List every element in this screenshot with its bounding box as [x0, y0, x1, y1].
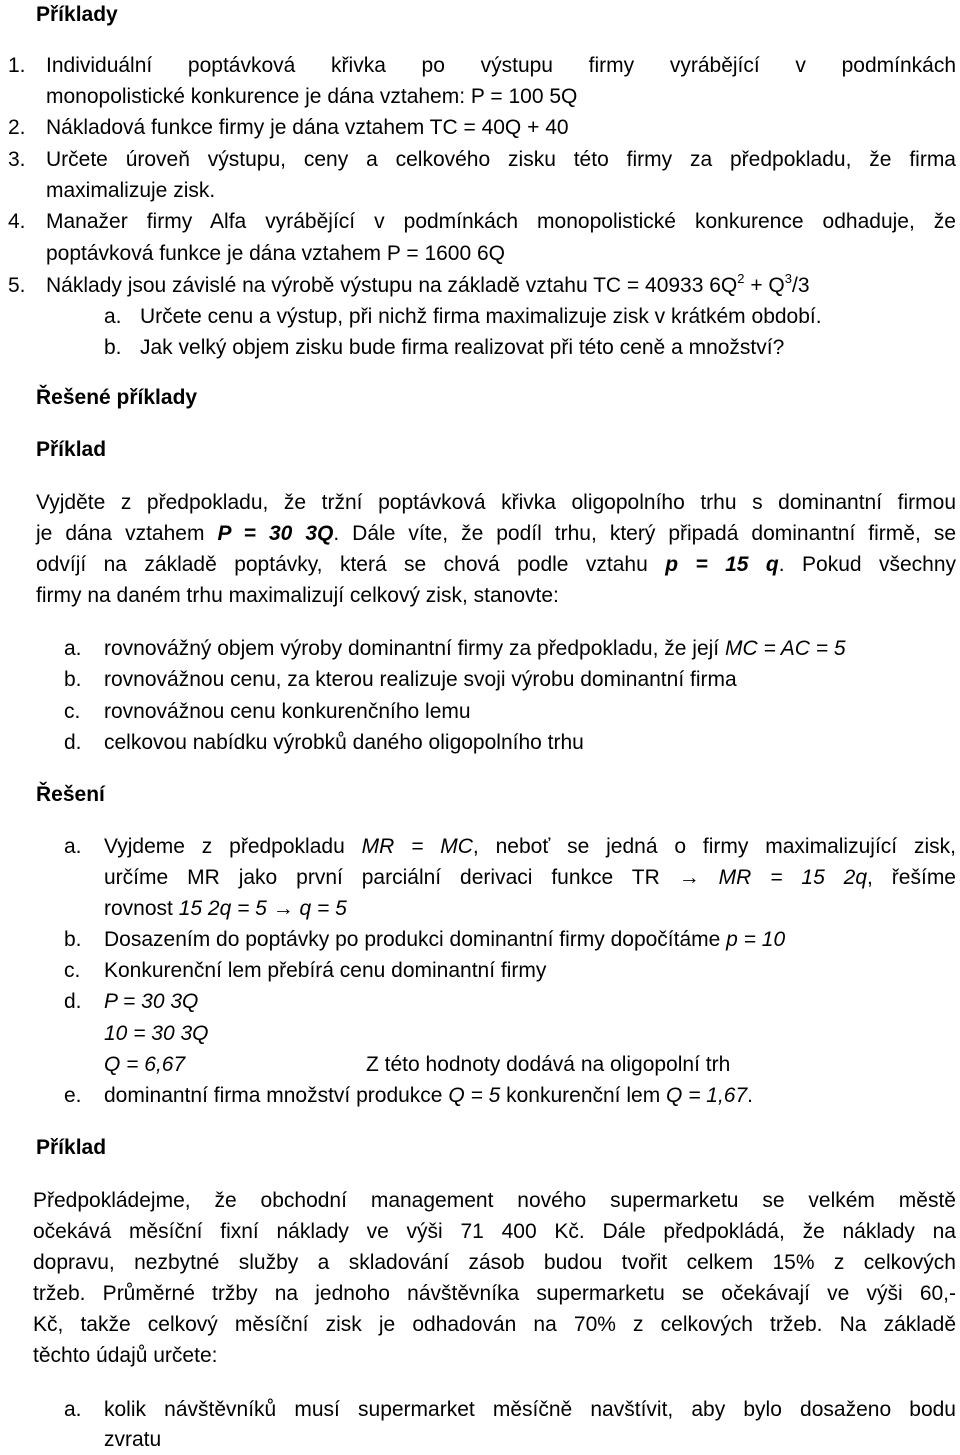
- solution-line: [104, 862, 956, 893]
- example-title: Příklad: [36, 438, 107, 461]
- text: Dosazením do poptávky po produkci dominantní firmy dopočítáme: [104, 928, 727, 951]
- solution-line: [104, 1080, 753, 1111]
- text: určíme MR jako první parciální derivaci funkce TR: [104, 866, 679, 889]
- list-item-text: Nákladová funkce firmy je dána vztahem TC = 40Q + 40: [46, 116, 569, 139]
- example-title: Příklad: [36, 1136, 107, 1159]
- task-text: [104, 633, 846, 664]
- list-item-number: 4.: [8, 210, 26, 233]
- list-item-text: [46, 81, 577, 112]
- task-text: rovnovážnou cenu, za kterou realizuje svoji výrobu dominantní firma: [104, 668, 737, 691]
- formula: 15 2q = 5: [178, 897, 273, 920]
- paragraph-line: Kč, takže celkový měsíční zisk je odhadován na 70% z celkových tržeb. Na základě: [33, 1313, 956, 1336]
- arrow-icon: →: [678, 866, 700, 889]
- task-text: kolik návštěvníků musí supermarket měsíčně navštívit, aby bylo dosaženo bodu: [104, 1398, 956, 1421]
- solution-line: [104, 893, 347, 924]
- cost-formula-part: + Q: [744, 274, 785, 297]
- formula: q = 5: [293, 897, 347, 920]
- solution-note: Z této hodnoty dodává na oligopolní trh: [366, 1053, 731, 1076]
- solution-line: [104, 831, 956, 862]
- text: odvíjí na základě poptávky, která se chová podle vztahu: [36, 553, 666, 576]
- text: dominantní firma množství produkce: [104, 1084, 449, 1107]
- task-text: zvratu: [104, 1428, 162, 1451]
- text: je dána vztahem: [36, 522, 218, 545]
- solution-line: P = 30 3Q: [104, 990, 199, 1013]
- formula: MR = MC: [361, 835, 473, 858]
- list-item-text-part: monopolistické konkurence je dána vztahem: P = 100 5Q: [46, 85, 578, 108]
- text: , neboť se jedná o firmy maximalizující zisk,: [472, 835, 956, 858]
- list-item-number: 1.: [8, 54, 26, 77]
- text: . Pokud všechny: [778, 553, 957, 576]
- text: rovnovážný objem výroby dominantní firmy za předpokladu, že její: [104, 637, 725, 660]
- paragraph-line: dopravu, nezbytné služby a skladování zásob budou tvořit celkem 15% z celkových: [33, 1251, 956, 1274]
- solution-number: b.: [64, 928, 82, 951]
- paragraph-line: těchto údajů určete:: [33, 1344, 218, 1367]
- text: . Dále víte, že podíl trhu, který připadá dominantní firmě, se: [333, 522, 956, 545]
- list-item-text: maximalizuje zisk.: [46, 179, 216, 202]
- list-item-text: Manažer firmy Alfa vyrábějící v podmínkách monopolistické konkurence odhaduje, že: [46, 210, 956, 233]
- cost-formula-part: /3: [792, 274, 810, 297]
- solution-line: 10 = 30 3Q: [104, 1022, 209, 1045]
- sub-item-text: Určete cenu a výstup, při nichž firma maximalizuje zisk v krátkém období.: [140, 305, 822, 328]
- paragraph-line: [36, 549, 956, 580]
- sub-item-text: Jak velký objem zisku bude firma realizovat při této ceně a množství?: [140, 336, 785, 359]
- text: .: [747, 1084, 754, 1107]
- text: rovnost: [104, 897, 179, 920]
- formula: P = 30 3Q: [217, 522, 334, 545]
- solution-line: Q = 6,67: [104, 1053, 186, 1076]
- solution-number: e.: [64, 1084, 82, 1107]
- heading-examples: Příklady: [36, 3, 118, 26]
- paragraph-line: Vyjděte z předpokladu, že tržní poptávková křivka oligopolního trhu s dominantní firmou: [36, 491, 956, 514]
- list-item-text: [46, 270, 810, 301]
- text: konkurenční lem: [500, 1084, 667, 1107]
- list-item-number: 3.: [8, 148, 26, 171]
- sub-item-number: a.: [104, 305, 122, 328]
- paragraph-line: firmy na daném trhu maximalizují celkový zisk, stanovte:: [36, 584, 559, 607]
- paragraph-line: Předpokládejme, že obchodní management nového supermarketu se velkém městě: [33, 1189, 956, 1212]
- formula: Q = 1,67: [666, 1084, 748, 1107]
- formula: p = 15 q: [665, 553, 779, 576]
- list-item-number: 5.: [8, 274, 26, 297]
- superscript: 2: [737, 271, 745, 286]
- formula: MC = AC = 5: [724, 637, 846, 660]
- formula: Q = 5: [448, 1084, 501, 1107]
- solution-line: [104, 924, 785, 955]
- paragraph-line: tržeb. Průměrné tržby na jednoho návštěvníka supermarketu se očekávají ve výši 60,-: [33, 1282, 956, 1305]
- task-text: celkovou nabídku výrobků daného oligopolního trhu: [104, 731, 584, 754]
- solution-number: a.: [64, 835, 82, 858]
- superscript: 3: [784, 271, 793, 286]
- solution-number: d.: [64, 990, 82, 1013]
- solution-title: Řešení: [36, 783, 105, 806]
- solution-number: c.: [64, 959, 81, 982]
- arrow-icon: →: [272, 897, 294, 920]
- task-text: rovnovážnou cenu konkurenčního lemu: [104, 700, 471, 723]
- heading-solved: Řešené příklady: [36, 386, 198, 409]
- list-item-text: poptávková funkce je dána vztahem P = 1600 6Q: [46, 242, 506, 265]
- task-number: a.: [64, 637, 82, 660]
- task-number: a.: [64, 1398, 82, 1421]
- paragraph-line: očekává měsíční fixní náklady ve výši 71 400 Kč. Dále předpokládá, že náklady na: [33, 1220, 956, 1243]
- list-item-text: Individuální poptávková křivka po výstupu firmy vyrábějící v podmínkách: [46, 54, 956, 77]
- text: , řešíme: [867, 866, 956, 889]
- sub-item-number: b.: [104, 336, 122, 359]
- task-number: b.: [64, 668, 82, 691]
- cost-formula-part: Náklady jsou závislé na výrobě výstupu na základě vztahu TC = 40933 6Q: [46, 274, 738, 297]
- formula: MR = 15 2q: [699, 866, 868, 889]
- text: Vyjdeme z předpokladu: [104, 835, 362, 858]
- task-number: d.: [64, 731, 82, 754]
- list-item-text: Určete úroveň výstupu, ceny a celkového zisku této firmy za předpokladu, že firma: [46, 148, 956, 171]
- paragraph-line: [36, 518, 956, 549]
- task-number: c.: [64, 700, 81, 723]
- formula: p = 10: [726, 928, 786, 951]
- solution-line: Konkurenční lem přebírá cenu dominantní firmy: [104, 959, 547, 982]
- list-item-number: 2.: [8, 116, 26, 139]
